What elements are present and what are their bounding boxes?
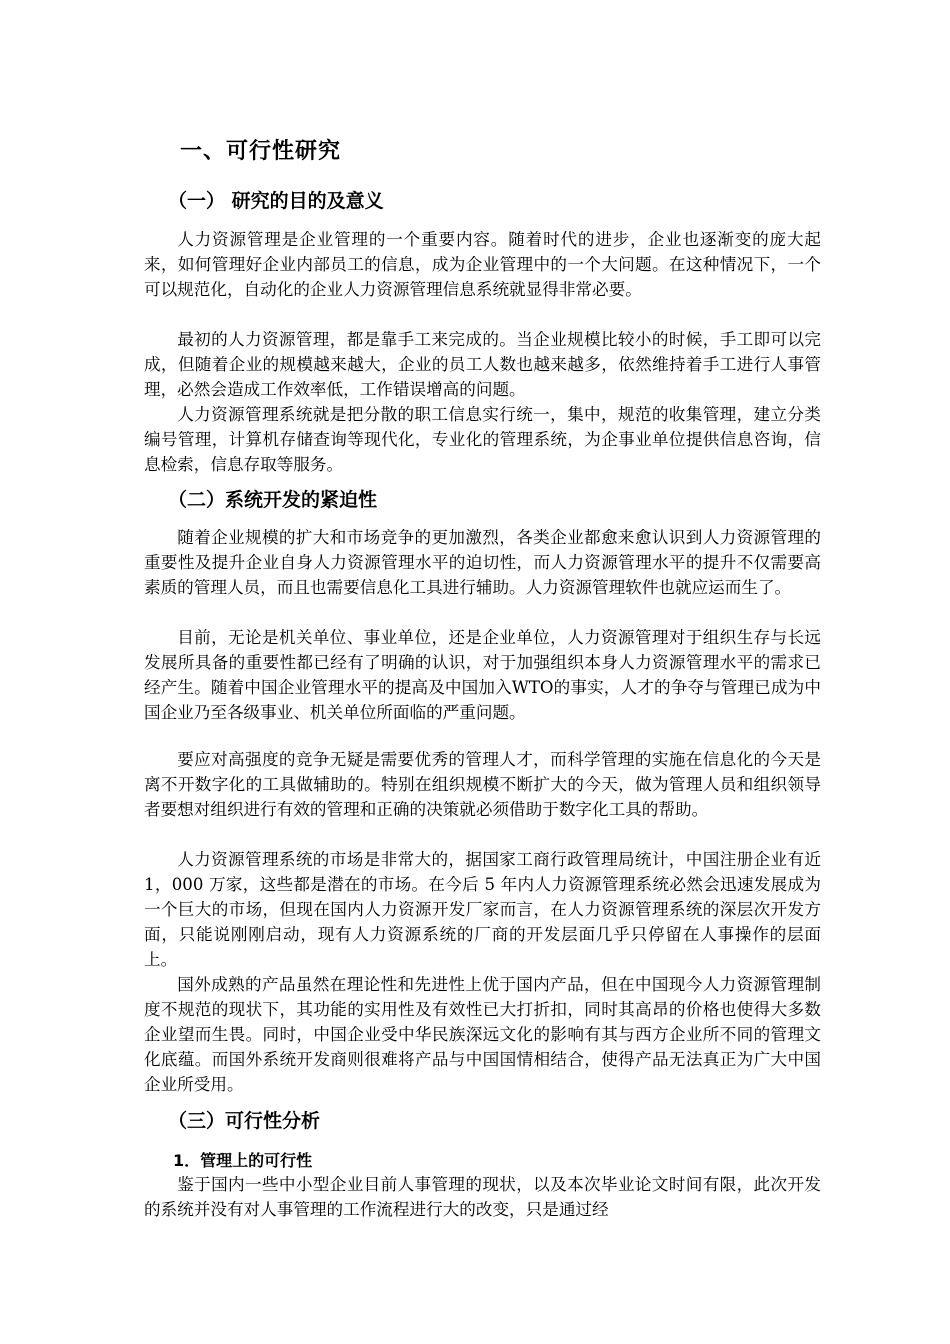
paragraph: 人力资源管理系统的市场是非常大的，据国家工商行政管理局统计，中国注册企业有近 1，000 万家，这些都是潜在的市场。在今后 5 年内人力资源管理系统必然会迅速发展成为一个巨大的市场，但现在国内人力资源开发厂家而言，在人力资源管理系统的深层次开发方面，只能说刚刚启动，现有人力资源系统的厂商的开发层面几乎只停留在人事操作的层面上。 (144, 850, 821, 969)
subsection-heading-management: 1．管理上的可行性 (173, 1151, 313, 1170)
section-heading-urgency: （二）系统开发的紧迫性 (168, 489, 378, 511)
section-heading-purpose: （一） 研究的目的及意义 (168, 190, 384, 212)
chapter-heading: 一、可行性研究 (180, 139, 342, 164)
paragraph: 要应对高强度的竞争无疑是需要优秀的管理人才，而科学管理的实施在信息化的今天是离不开数字化的工具做辅助的。特别在组织规模不断扩大的今天，做为管理人员和组织领导者要想对组织进行有效的管理和正确的决策就必须借助于数字化工具的帮助。 (144, 750, 821, 819)
paragraph: 鉴于国内一些中小型企业目前人事管理的现状，以及本次毕业论文时间有限，此次开发的系统并没有对人事管理的工作流程进行大的改变，只是通过经 (144, 1175, 821, 1219)
paragraph: 国外成熟的产品虽然在理论性和先进性上优于国内产品，但在中国现今人力资源管理制度不规范的现状下，其功能的实用性及有效性已大打折扣，同时其高昂的价格也使得大多数企业望而生畏。同时，中国企业受中华民族深远文化的影响有其与西方企业所不同的管理文化底蕴。而国外系统开发商则很难将产品与中国国情相结合，使得产品无法真正为广大中国企业所受用。 (144, 975, 821, 1094)
paragraph: 人力资源管理系统就是把分散的职工信息实行统一，集中，规范的收集管理，建立分类编号管理，计算机存储查询等现代化，专业化的管理系统，为企事业单位提供信息咨询，信息检索，信息存取等服务。 (144, 405, 821, 474)
paragraph: 随着企业规模的扩大和市场竞争的更加激烈，各类企业都愈来愈认识到人力资源管理的重要性及提升企业自身人力资源管理水平的迫切性，而人力资源管理水平的提升不仅需要高素质的管理人员，而且也需要信息化工具进行辅助。人力资源管理软件也就应运而生了。 (144, 528, 821, 597)
section-heading-feasibility: （三）可行性分析 (168, 1110, 321, 1132)
paragraph: 人力资源管理是企业管理的一个重要内容。随着时代的进步，企业也逐渐变的庞大起来，如何管理好企业内部员工的信息，成为企业管理中的一个大问题。在这种情况下，一个可以规范化，自动化的企业人力资源管理信息系统就显得非常必要。 (144, 230, 821, 299)
paragraph: 目前，无论是机关单位、事业单位，还是企业单位，人力资源管理对于组织生存与长远发展所具备的重要性都已经有了明确的认识，对于加强组织本身人力资源管理水平的需求已经产生。随着中国企业管理水平的提高及中国加入WTO的事实，人才的争夺与管理已成为中国企业乃至各级事业、机关单位所面临的严重问题。 (144, 628, 821, 722)
paragraph: 最初的人力资源管理，都是靠手工来完成的。当企业规模比较小的时候，手工即可以完成，但随着企业的规模越来越大，企业的员工人数也越来越多，依然维持着手工进行人事管理，必然会造成工作效率低，工作错误增高的问题。 (144, 330, 821, 399)
